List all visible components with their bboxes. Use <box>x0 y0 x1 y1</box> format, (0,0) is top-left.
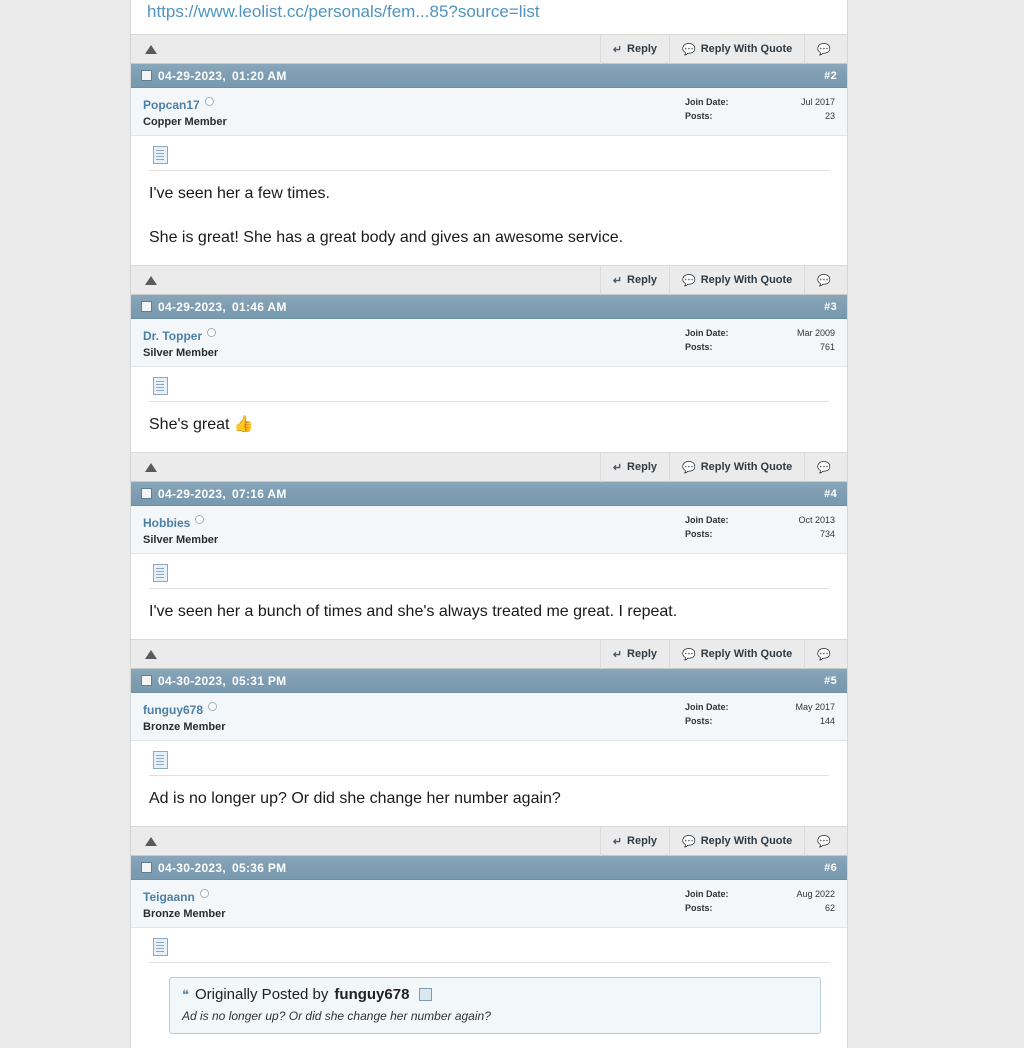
posts-count-label: Posts: <box>685 529 713 539</box>
join-date-row <box>685 96 835 109</box>
post-user-strip <box>131 506 847 554</box>
join-date-value: Mar 2009 <box>796 328 835 338</box>
post-user-strip <box>131 693 847 741</box>
online-status-icon <box>200 889 209 898</box>
post-author-link[interactable]: Hobbies <box>143 516 191 530</box>
user-info <box>143 888 685 920</box>
external-ad-link[interactable]: https://www.leolist.cc/personals/fem...85?source=list <box>147 2 540 21</box>
post <box>131 295 847 482</box>
join-date-label: Join Date: <box>685 328 729 338</box>
post-document-icon <box>153 377 168 395</box>
reply-with-quote-label: Reply With Quote <box>700 461 793 473</box>
post-paragraph: She is great! She has a great body and gives an awesome service. <box>149 229 624 246</box>
reply-with-quote-button[interactable] <box>669 265 804 295</box>
post-author-title: Silver Member <box>143 534 219 546</box>
post-footer <box>131 826 847 856</box>
post-message <box>149 181 829 251</box>
post-number[interactable]: #4 <box>824 487 837 500</box>
posts-count-label: Posts: <box>685 342 713 352</box>
post-author-title: Bronze Member <box>143 721 226 733</box>
post-header <box>131 856 847 880</box>
post-time: 05:36 PM <box>232 860 287 875</box>
join-date-value: Jul 2017 <box>800 97 835 107</box>
reply-arrow-icon: ↵ <box>612 835 623 848</box>
user-stats <box>685 96 835 123</box>
post-number[interactable]: #3 <box>824 300 837 313</box>
join-date-row <box>685 888 835 901</box>
quote-prefix: Originally Posted by <box>195 986 329 1003</box>
post-footer <box>131 639 847 669</box>
post-read-status-icon <box>141 862 152 873</box>
scroll-to-top-icon[interactable] <box>145 276 157 285</box>
posts-count-value: 761 <box>819 342 835 352</box>
reply-button[interactable] <box>600 452 669 482</box>
posts-count-row <box>685 528 835 541</box>
user-stats <box>685 327 835 354</box>
reply-arrow-icon: ↵ <box>612 43 623 56</box>
reply-with-quote-label: Reply With Quote <box>700 43 793 55</box>
post-document-icon <box>153 564 168 582</box>
post-author-title: Bronze Member <box>143 908 226 920</box>
join-date-row <box>685 514 835 527</box>
multiquote-icon: 💬 <box>817 835 831 848</box>
posts-count-value: 144 <box>819 716 835 726</box>
post-1-link-area <box>131 0 847 34</box>
post-divider <box>149 401 829 402</box>
quote-bubble-icon: 💬 <box>682 461 696 474</box>
post-date: 04-29-2023, <box>158 486 227 501</box>
reply-arrow-icon: ↵ <box>612 648 623 661</box>
post-document-icon <box>153 146 168 164</box>
quote-bubble-icon: 💬 <box>682 274 696 287</box>
reply-button[interactable] <box>600 639 669 669</box>
reply-with-quote-button[interactable] <box>669 826 804 856</box>
posts-count-label: Posts: <box>685 111 713 121</box>
post-list <box>131 64 847 1048</box>
post <box>131 482 847 669</box>
reply-arrow-icon: ↵ <box>612 274 623 287</box>
user-info <box>143 327 685 359</box>
join-date-row <box>685 327 835 340</box>
reply-with-quote-label: Reply With Quote <box>700 835 793 847</box>
post-header <box>131 482 847 506</box>
reply-button-label: Reply <box>627 835 658 847</box>
quote-bubble-icon: 💬 <box>682 835 696 848</box>
post-body <box>131 928 847 1048</box>
post-footer <box>131 452 847 482</box>
post-number[interactable]: #5 <box>824 674 837 687</box>
post-body <box>131 741 847 826</box>
quote-wrapper <box>149 973 829 1034</box>
posts-count-value: 734 <box>819 529 835 539</box>
posts-count-value: 23 <box>824 111 835 121</box>
online-status-icon <box>208 702 217 711</box>
user-stats <box>685 888 835 915</box>
reply-with-quote-label: Reply With Quote <box>700 274 793 286</box>
multiquote-button[interactable] <box>804 34 843 64</box>
posts-count-value: 62 <box>824 903 835 913</box>
post-author-link[interactable]: funguy678 <box>143 703 204 717</box>
quote-bubble-icon: 💬 <box>682 648 696 661</box>
post-header <box>131 64 847 88</box>
online-status-icon <box>205 97 214 106</box>
post-date: 04-29-2023, <box>158 299 227 314</box>
post-author-link[interactable]: Dr. Topper <box>143 329 203 343</box>
post-author-link[interactable]: Popcan17 <box>143 98 200 112</box>
post-date: 04-29-2023, <box>158 68 227 83</box>
user-stats <box>685 701 835 728</box>
multiquote-button[interactable] <box>804 826 843 856</box>
post-time: 07:16 AM <box>232 486 287 501</box>
user-stats <box>685 514 835 541</box>
posts-count-label: Posts: <box>685 903 713 913</box>
post-divider <box>149 775 829 776</box>
go-to-post-icon[interactable] <box>419 988 432 1001</box>
reply-button-label: Reply <box>627 274 658 286</box>
scroll-to-top-icon[interactable] <box>145 650 157 659</box>
join-date-label: Join Date: <box>685 515 729 525</box>
quote-author[interactable]: funguy678 <box>334 986 410 1003</box>
post-message <box>149 412 829 438</box>
post-divider <box>149 962 829 963</box>
post-document-icon <box>153 751 168 769</box>
join-date-label: Join Date: <box>685 97 729 107</box>
multiquote-button[interactable] <box>804 639 843 669</box>
quote-header <box>182 986 808 1003</box>
post-body <box>131 136 847 265</box>
post-paragraph: I've seen her a few times. <box>149 185 330 202</box>
reply-arrow-icon: ↵ <box>612 461 623 474</box>
post-time: 05:31 PM <box>232 673 287 688</box>
user-info <box>143 96 685 128</box>
scroll-to-top-icon[interactable] <box>145 45 157 54</box>
reply-with-quote-button[interactable] <box>669 639 804 669</box>
post-read-status-icon <box>141 70 152 81</box>
post-author-title: Copper Member <box>143 116 227 128</box>
posts-count-row <box>685 341 835 354</box>
post-message <box>149 599 829 625</box>
post-user-strip <box>131 319 847 367</box>
reply-button[interactable] <box>600 34 669 64</box>
post <box>131 856 847 1048</box>
posts-count-label: Posts: <box>685 716 713 726</box>
post <box>131 64 847 295</box>
post-user-strip <box>131 880 847 928</box>
post-read-status-icon <box>141 488 152 499</box>
posts-count-row <box>685 715 835 728</box>
multiquote-icon: 💬 <box>817 648 831 661</box>
reply-with-quote-label: Reply With Quote <box>700 648 793 660</box>
reply-button-label: Reply <box>627 648 658 660</box>
post-document-icon <box>153 938 168 956</box>
quote-text: Ad is no longer up? Or did she change her number again? <box>182 1009 491 1023</box>
post-date: 04-30-2023, <box>158 860 227 875</box>
post-header <box>131 295 847 319</box>
multiquote-button[interactable] <box>804 452 843 482</box>
post-time: 01:46 AM <box>232 299 287 314</box>
quote-marks-icon: ❝ <box>182 986 189 1002</box>
reply-button-label: Reply <box>627 43 658 55</box>
post-footer <box>131 34 847 64</box>
post-body <box>131 367 847 452</box>
post-number[interactable]: #2 <box>824 69 837 82</box>
post-read-status-icon <box>141 675 152 686</box>
multiquote-button[interactable] <box>804 265 843 295</box>
post-read-status-icon <box>141 301 152 312</box>
join-date-label: Join Date: <box>685 702 729 712</box>
posts-count-row <box>685 902 835 915</box>
online-status-icon <box>195 515 204 524</box>
scroll-to-top-icon[interactable] <box>145 463 157 472</box>
multiquote-icon: 💬 <box>817 274 831 287</box>
multiquote-icon: 💬 <box>817 461 831 474</box>
post-paragraph: Ad is no longer up? Or did she change her number again? <box>149 790 561 807</box>
reply-button[interactable] <box>600 826 669 856</box>
reply-button[interactable] <box>600 265 669 295</box>
user-info <box>143 514 685 546</box>
quote-box <box>169 977 821 1034</box>
reply-with-quote-button[interactable] <box>669 452 804 482</box>
post-author-link[interactable]: Teigaann <box>143 890 195 904</box>
post-header <box>131 669 847 693</box>
post-footer <box>131 265 847 295</box>
post-author-title: Silver Member <box>143 347 219 359</box>
post-divider <box>149 170 829 171</box>
post-message <box>149 786 829 812</box>
post-divider <box>149 588 829 589</box>
post-date: 04-30-2023, <box>158 673 227 688</box>
user-info <box>143 701 685 733</box>
scroll-to-top-icon[interactable] <box>145 837 157 846</box>
thread-content-column <box>130 0 848 1048</box>
join-date-value: Aug 2022 <box>796 889 835 899</box>
join-date-row <box>685 701 835 714</box>
post-paragraph: I've seen her a bunch of times and she's always treated me great. I repeat. <box>149 603 678 620</box>
posts-count-row <box>685 110 835 123</box>
online-status-icon <box>207 328 216 337</box>
post-number[interactable]: #6 <box>824 861 837 874</box>
post-paragraph: She's great 👍 <box>149 416 254 433</box>
join-date-value: Oct 2013 <box>798 515 835 525</box>
join-date-label: Join Date: <box>685 889 729 899</box>
post-body <box>131 554 847 639</box>
multiquote-icon: 💬 <box>817 43 831 56</box>
post <box>131 669 847 856</box>
quote-bubble-icon: 💬 <box>682 43 696 56</box>
reply-button-label: Reply <box>627 461 658 473</box>
reply-with-quote-button[interactable] <box>669 34 804 64</box>
post-time: 01:20 AM <box>232 68 287 83</box>
post-user-strip <box>131 88 847 136</box>
join-date-value: May 2017 <box>795 702 835 712</box>
